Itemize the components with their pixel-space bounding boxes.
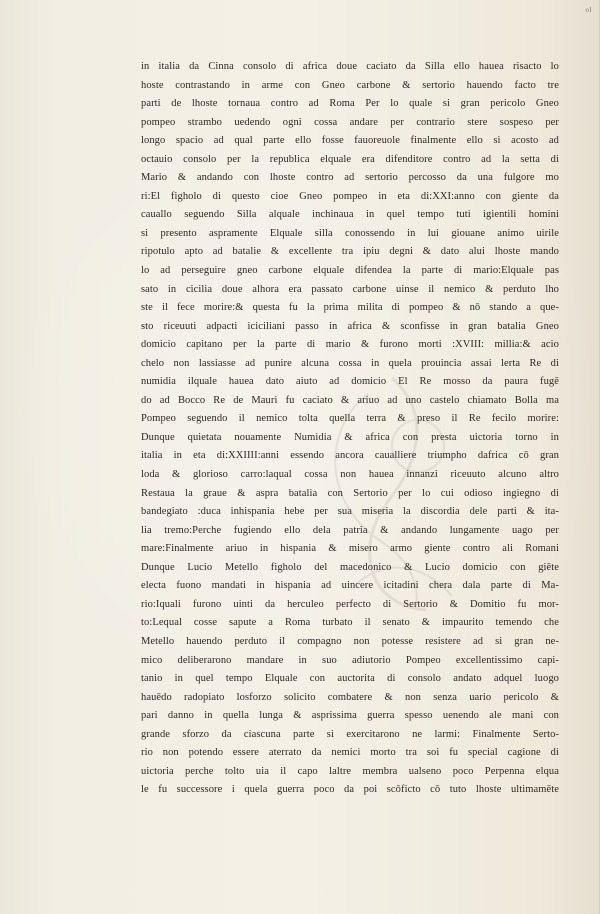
text-line-11: ripotulo apto ad batalie & excellente tra ipiu degni & dato alui lhoste mando xyxy=(141,246,559,258)
text-line-2: hoste contrastando in arme con Gneo carbone & sertorio hauendo facto tre xyxy=(141,79,559,91)
text-line-16: domicio capitano per la parte di mario & furono morti :XVIII: millia:& acio xyxy=(141,339,559,351)
text-line-10: si presento aspramente Elquale silla conossendo in lui giouane animo uirile xyxy=(141,227,559,239)
text-line-5: longo spacio ad qual parte ello fosse fauoreuole finalmente ello si acosto ad xyxy=(141,135,559,147)
text-line-8: ri:El figholo di questo cioe Gneo pompeo in eta di:XXI:anno con giente da xyxy=(141,190,559,202)
main-text-block xyxy=(141,58,559,800)
text-line-36: pari danno in quella lunga & asprissima guerra spesso uenendo ale mani con xyxy=(141,710,559,722)
text-line-32: Metello hauendo perduto il compagno non potesse resistere ad si gran ne- xyxy=(141,635,559,647)
text-line-17: chelo non lassiasse ad punire alcuna cossa in quela prouincia assai lerta Re di xyxy=(141,357,559,369)
text-line-35: hauēdo radopiato losforzo solicito combatere & non senza uario pericolo & xyxy=(141,691,559,703)
text-line-30: rio:Iquali furono uinti da herculeo perfecto di Sertorio & Domitio fu mor- xyxy=(141,598,559,610)
text-line-9: cauallo seguendo Silla alquale inchinaua in quel tempo tuti igientili homini xyxy=(141,209,559,221)
text-line-3: parti de lhoste tornaua contro ad Roma Per lo quale si gran pericolo Gneo xyxy=(141,98,559,110)
text-line-18: numidia ilquale hauea dato aiuto ad domicio El Re mosso da paura fugē xyxy=(141,376,559,388)
text-line-40: le fu successore i quela guerra poco da poi scōficto cō tuto lhoste ultimamēte xyxy=(141,784,559,796)
folio-number: ol xyxy=(585,6,592,14)
text-line-33: mico deliberarono mandare in suo adiutorio Pompeo excellentissimo capi- xyxy=(141,654,559,666)
text-line-15: sto riceuuti adpacti iciciliani passo in africa & sconfisse in gran batalia Gneo xyxy=(141,320,559,332)
text-line-4: pompeo strambo uedendo ogni cossa andare per contrario stere sospeso per xyxy=(141,116,559,128)
text-line-6: octauio consolo per la republica elquale era difenditore contro ad la setta di xyxy=(141,153,559,165)
text-line-1: in italia da Cinna consolo di africa doue caciato da Silla ello hauea risacto lo xyxy=(141,61,559,72)
text-line-29: electa fuono mandati in hispania ad uincere icitadini chera dala parte di Ma- xyxy=(141,580,559,592)
text-line-23: loda & glorioso carro:laqual cossa non hauea innanzi riceuuto alcuno altro xyxy=(141,469,559,481)
text-line-12: lo ad perseguire gneo carbone elquale difendea la parte di mario:Elquale pas xyxy=(141,265,559,277)
text-line-26: lia tremo:Perche fugiendo ello dela patria & andando lungamente uago per xyxy=(141,524,559,536)
text-line-28: Dunque Lucio Metello figholo del macedonico & Lucio domicio con giēte xyxy=(141,561,559,573)
text-line-27: mare:Finalmente ariuo in hispania & misero armo giente contro ali Romani xyxy=(141,543,559,555)
text-line-37: grande sforzo da ciascuna parte si exercitarono ne larmi: Finalmente Serto- xyxy=(141,728,559,740)
text-line-31: to:Lequal cosse sapute a Roma turbato il senato & impaurito temendo che xyxy=(141,617,559,629)
text-line-22: italia in eta di:XXIIII:anni essendo ancora caualliere triumpho dafrica cō gran xyxy=(141,450,559,462)
text-line-24: Restaua la graue & aspra batalia con Sertorio per lo cui odioso ingiegno di xyxy=(141,487,559,499)
text-line-34: tanio in quel tempo Elquale con auctorita di consolo andato adquel luogo xyxy=(141,673,559,685)
text-line-39: uictoria perche tolto uia il capo laltre membra ualseno poco Perpenna elqua xyxy=(141,765,559,777)
text-line-19: do ad Bocco Re de Mauri fu caciato & ariuo ad uno castelo chiamato Bolla ma xyxy=(141,394,559,406)
text-line-13: sato in cicilia doue alhora era passato carbone uinse il nemico & perduto lho xyxy=(141,283,559,295)
text-line-20: Pompeo seguendo il nemico tolta quella terra & preso il Re fecilo morire: xyxy=(141,413,559,425)
text-line-38: rio non potendo essere aterrato da nemici morto tra soi fu special cagione di xyxy=(141,747,559,759)
text-line-14: ste il fece morire:& questa fu la prima milita di pompeo & nō stando a que- xyxy=(141,302,559,314)
text-line-21: Dunque quietata nouamente Numidia & africa con presta uictoria torno in xyxy=(141,431,559,443)
text-line-25: bandegiato :duca inhispania hebe per sua miseria la discordia dele parti & ita- xyxy=(141,506,559,518)
text-line-7: Mario & andando con lhoste contro ad sertorio percosso da una fulgore mo xyxy=(141,172,559,184)
